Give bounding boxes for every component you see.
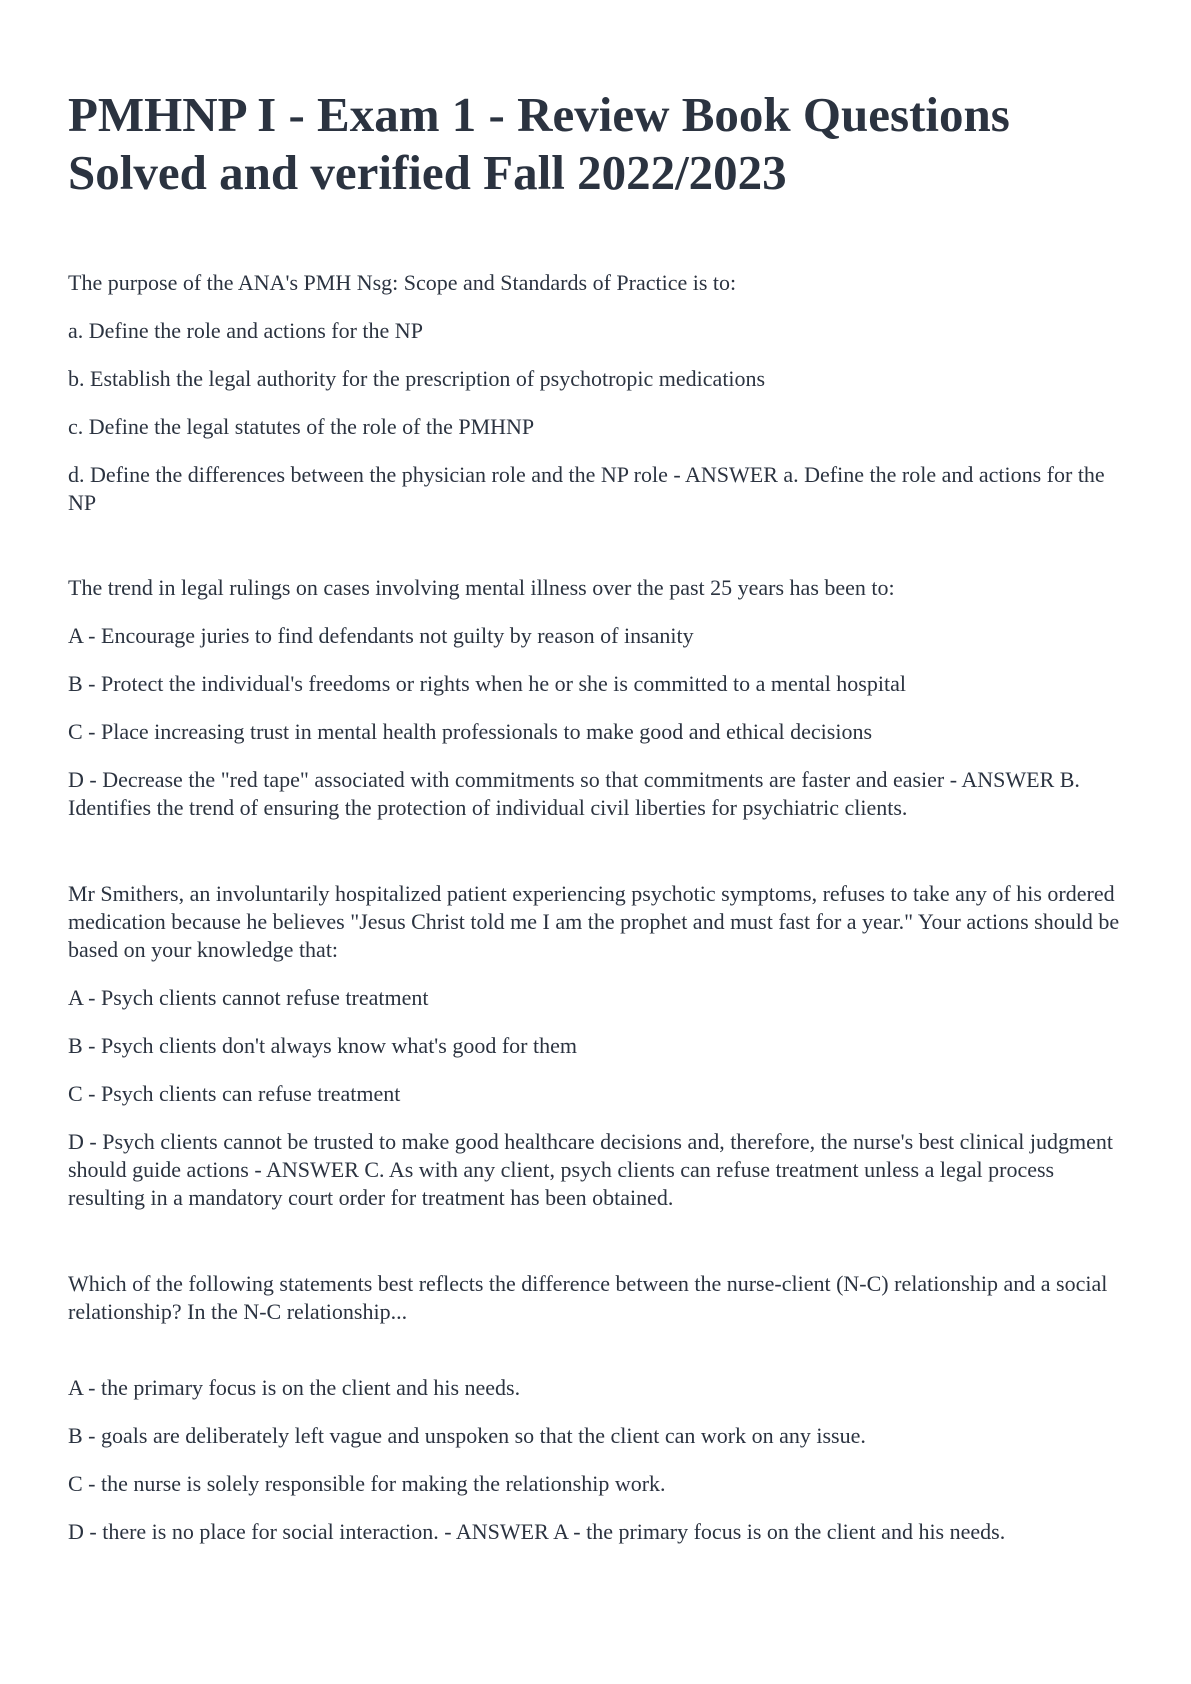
question-option: A - Psych clients cannot refuse treatment [68, 985, 429, 1010]
question-option: A - Encourage juries to find defendants not guilty by reason of insanity [68, 623, 694, 648]
question-option: C - the nurse is solely responsible for making the relationship work. [68, 1471, 666, 1496]
question-option-with-answer: D - Psych clients cannot be trusted to make good healthcare decisions and, therefore, the nurse's best clinical judgment should guide actions - ANSWER C. As with any client, psych clients can refuse treatment unless a legal process resulting in a mandatory court order for treatment has been obtained. [68, 1129, 1113, 1210]
question-option: B - goals are deliberately left vague and unspoken so that the client can work on any issue. [68, 1423, 866, 1448]
question-block-2 [68, 574, 1127, 822]
question-option: B - Psych clients don't always know what's good for them [68, 1033, 577, 1058]
question-option: c. Define the legal statutes of the role of the PMHNP [68, 414, 535, 439]
question-block-1 [68, 269, 1127, 517]
question-prompt: Mr Smithers, an involuntarily hospitalized patient experiencing psychotic symptoms, refuses to take any of his ordered medication because he believes "Jesus Christ told me I am the prophet and must fast for a year." Your actions should be based on your knowledge that: [68, 881, 1120, 962]
question-block-4 [68, 1270, 1127, 1546]
question-prompt: Which of the following statements best reflects the difference between the nurse-client (N-C) relationship and a social relationship? In the N-C relationship... [68, 1271, 1108, 1324]
document-title: PMHNP I - Exam 1 - Review Book Questions Solved and verified Fall 2022/2023 [68, 87, 1010, 200]
question-option-with-answer: D - there is no place for social interaction. - ANSWER A - the primary focus is on the client and his needs. [68, 1519, 1006, 1544]
question-option: a. Define the role and actions for the NP [68, 318, 423, 343]
question-block-3 [68, 880, 1127, 1212]
question-option: C - Place increasing trust in mental health professionals to make good and ethical decisions [68, 719, 873, 744]
question-option: C - Psych clients can refuse treatment [68, 1081, 401, 1106]
question-prompt: The purpose of the ANA's PMH Nsg: Scope and Standards of Practice is to: [68, 270, 737, 295]
question-option-with-answer: D - Decrease the "red tape" associated with commitments so that commitments are faster and easier - ANSWER B. Identifies the trend of ensuring the protection of individual civil liberties for psychiatric clients. [68, 767, 1080, 820]
question-option-with-answer: d. Define the differences between the physician role and the NP role - ANSWER a. Define the role and actions for the NP [68, 462, 1105, 515]
question-option: b. Establish the legal authority for the prescription of psychotropic medications [68, 366, 766, 391]
question-option: B - Protect the individual's freedoms or rights when he or she is committed to a mental hospital [68, 671, 906, 696]
question-prompt: The trend in legal rulings on cases involving mental illness over the past 25 years has been to: [68, 575, 895, 600]
question-option: A - the primary focus is on the client and his needs. [68, 1375, 521, 1400]
